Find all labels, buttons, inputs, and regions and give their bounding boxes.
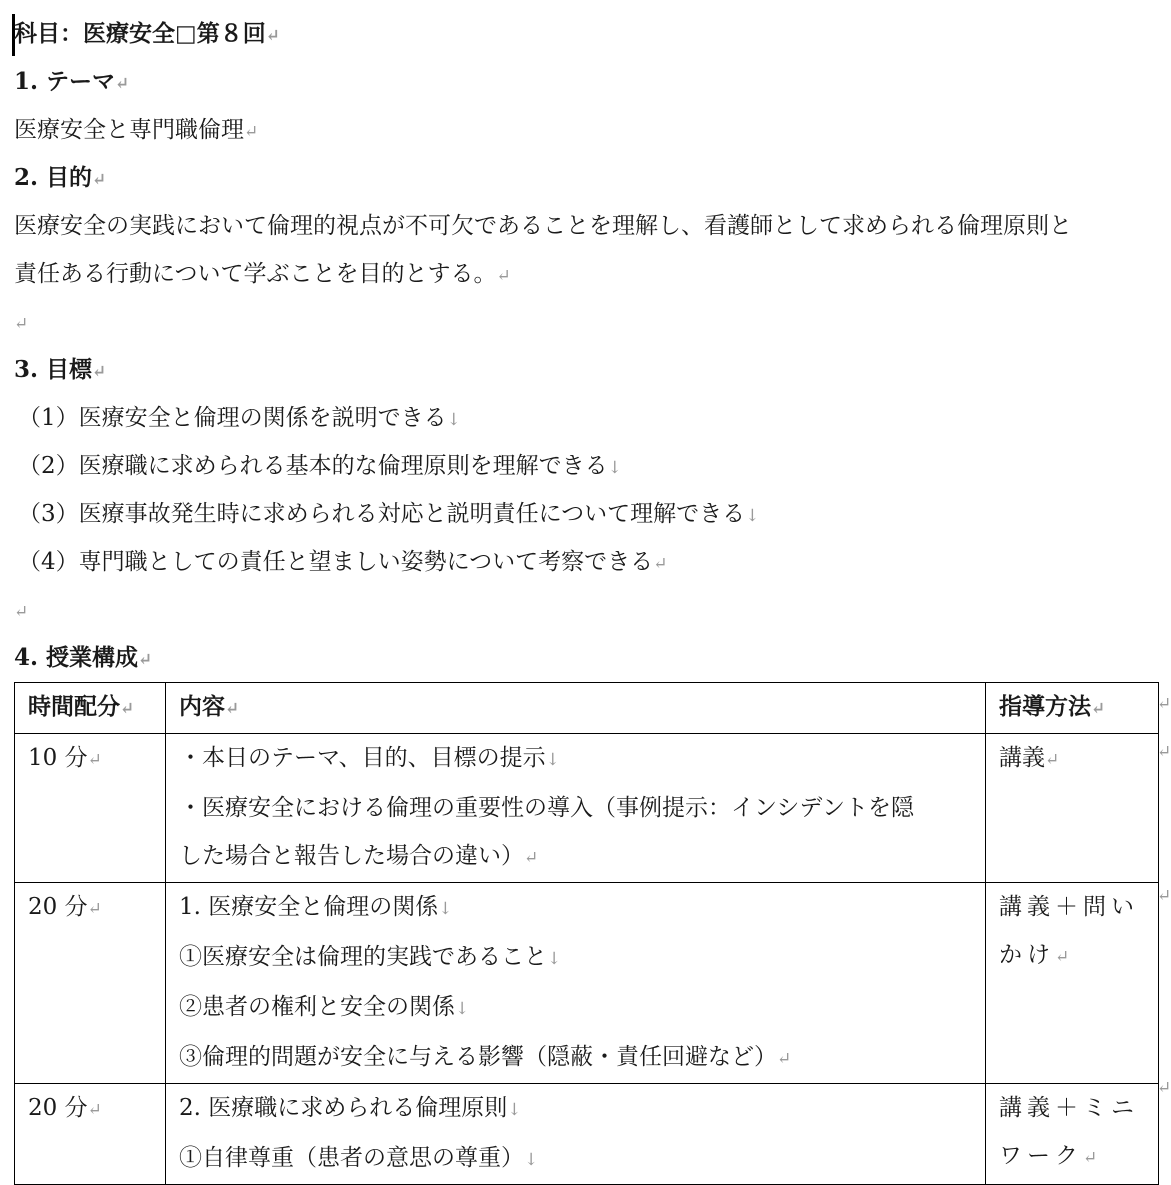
- cell-end-icon: ↵: [524, 848, 539, 868]
- row-end-mark-icon: ↵: [1157, 886, 1171, 906]
- table-row: [15, 734, 1159, 883]
- header-cell-time[interactable]: 時間配分↵: [15, 683, 166, 734]
- section-heading-goals[interactable]: [14, 346, 106, 394]
- goal-item[interactable]: [18, 538, 667, 586]
- row-end-mark-icon: ↵: [1157, 1078, 1171, 1098]
- line-break-icon: ↓: [446, 410, 461, 430]
- goal-text: （4）専門職としての責任と望ましい姿勢について考察できる: [18, 549, 654, 575]
- cell-end-icon: ↵: [87, 1100, 102, 1120]
- document-title[interactable]: [14, 10, 280, 58]
- time-cell[interactable]: 20 分↵: [15, 1084, 166, 1185]
- row-end-mark-icon: ↵: [1157, 742, 1171, 762]
- method-cell[interactable]: 講義↵: [986, 734, 1159, 883]
- empty-paragraph[interactable]: [14, 298, 28, 346]
- line-break-icon: ↓: [745, 506, 760, 526]
- cell-end-icon: ↵: [1083, 1148, 1103, 1168]
- section-heading-purpose[interactable]: [14, 154, 106, 202]
- purpose-line-2[interactable]: [14, 250, 511, 298]
- table-row: [15, 883, 1159, 1084]
- line-break-icon: ↓: [507, 1100, 522, 1120]
- heading-text: 2. 目的: [14, 164, 93, 191]
- content-cell[interactable]: ・本日のテーマ、目的、目標の提示↓ ・医療安全における倫理の重要性の導入（事例提示：インシデントを隠 した場合と報告した場合の違い）↵: [166, 734, 986, 883]
- purpose-text: 医療安全の実践において倫理的視点が不可欠であることを理解し、看護師として求められる倫理原則と: [14, 213, 1072, 239]
- line-break-icon: ↓: [438, 899, 453, 919]
- line-break-icon: ↓: [455, 999, 470, 1019]
- cell-end-icon: ↵: [1091, 699, 1106, 719]
- method-cell[interactable]: 講義＋問い かけ↵: [986, 883, 1159, 1084]
- header-cell-method[interactable]: 指導方法↵: [986, 683, 1159, 734]
- class-structure-table: [14, 682, 1159, 1185]
- paragraph-mark-icon: ↵: [92, 362, 107, 382]
- cell-end-icon: ↵: [120, 699, 135, 719]
- paragraph-mark-icon: ↵: [14, 314, 29, 334]
- cell-end-icon: ↵: [87, 750, 102, 770]
- purpose-line-1[interactable]: [14, 202, 1072, 250]
- paragraph-mark-icon: ↵: [92, 170, 107, 190]
- goal-item[interactable]: [18, 442, 622, 490]
- cell-end-icon: ↵: [777, 1049, 792, 1069]
- line-break-icon: ↓: [524, 1150, 539, 1170]
- goal-text: （1）医療安全と倫理の関係を説明できる: [18, 405, 447, 431]
- paragraph-mark-icon: ↵: [265, 26, 280, 46]
- goal-text: （2）医療職に求められる基本的な倫理原則を理解できる: [18, 453, 608, 479]
- section-heading-theme[interactable]: [14, 58, 129, 106]
- heading-text: 4. 授業構成: [14, 644, 139, 671]
- theme-paragraph[interactable]: [14, 106, 258, 154]
- line-break-icon: ↓: [547, 949, 562, 969]
- row-end-mark-icon: ↵: [1157, 694, 1171, 714]
- line-break-icon: ↓: [545, 750, 560, 770]
- paragraph-mark-icon: ↵: [138, 650, 153, 670]
- header-cell-content[interactable]: 内容↵: [166, 683, 986, 734]
- empty-paragraph[interactable]: [14, 586, 28, 634]
- theme-text: 医療安全と専門職倫理: [14, 117, 244, 143]
- goal-text: （3）医療事故発生時に求められる対応と説明責任について理解できる: [18, 501, 746, 527]
- heading-text: 1. テーマ: [14, 68, 116, 95]
- content-cell[interactable]: 2. 医療職に求められる倫理原則↓ ①自律尊重（患者の意思の尊重）↓: [166, 1084, 986, 1185]
- time-cell[interactable]: 20 分↵: [15, 883, 166, 1084]
- table-header-row: [15, 683, 1159, 734]
- purpose-text: 責任ある行動について学ぶことを目的とする。: [14, 261, 497, 287]
- paragraph-mark-icon: ↵: [653, 554, 668, 574]
- cell-end-icon: ↵: [225, 699, 240, 719]
- paragraph-mark-icon: ↵: [14, 602, 29, 622]
- cell-end-icon: ↵: [1055, 947, 1075, 967]
- time-cell[interactable]: 10 分↵: [15, 734, 166, 883]
- cell-end-icon: ↵: [1045, 750, 1060, 770]
- paragraph-mark-icon: ↵: [496, 266, 511, 286]
- goal-item[interactable]: [18, 394, 461, 442]
- table-row: [15, 1084, 1159, 1185]
- paragraph-mark-icon: ↵: [244, 122, 259, 142]
- method-cell[interactable]: 講義＋ミニ ワーク↵: [986, 1084, 1159, 1185]
- section-heading-structure[interactable]: [14, 634, 152, 682]
- title-text: 科目：医療安全□第８回: [14, 20, 266, 47]
- line-break-icon: ↓: [607, 458, 622, 478]
- heading-text: 3. 目標: [14, 356, 93, 383]
- goal-item[interactable]: [18, 490, 759, 538]
- cell-end-icon: ↵: [87, 899, 102, 919]
- paragraph-mark-icon: ↵: [115, 74, 130, 94]
- content-cell[interactable]: 1. 医療安全と倫理の関係↓ ①医療安全は倫理的実践であること↓ ②患者の権利と安全の関係↓ ③倫理的問題が安全に与える影響（隠蔽・責任回避など）↵: [166, 883, 986, 1084]
